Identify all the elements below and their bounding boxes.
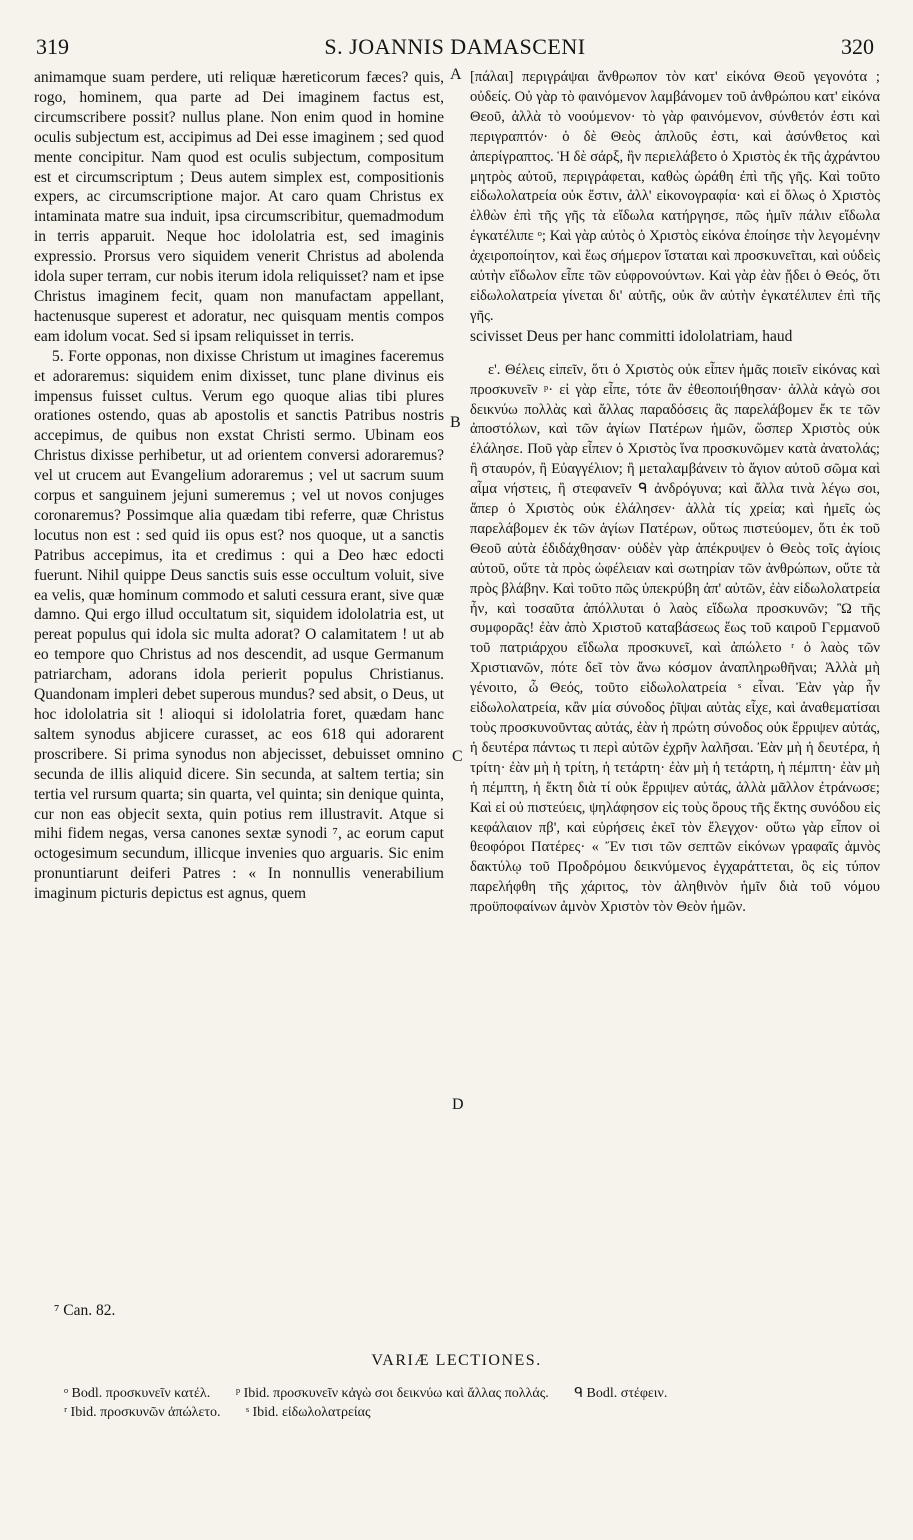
variae-line-2 [64, 1403, 884, 1422]
latin-continuation-line: scivisset Deus per hanc committi idololatriam, haud [470, 327, 793, 345]
margin-letter-b: B [450, 414, 461, 431]
page-number-left: 319 [36, 34, 69, 59]
variant-r: ʳ Ibid. προσκυνῶν ἀπώλετο. [64, 1405, 221, 1420]
margin-letter-a: A [450, 66, 462, 83]
variant-o: ᵒ Bodl. προσκυνεῖν κατέλ. [64, 1386, 211, 1401]
margin-letter-d: D [452, 1096, 464, 1113]
variant-q: ᑫ Bodl. στέφειν. [574, 1386, 668, 1401]
latin-paragraph-1: animamque suam perdere, uti reliquæ hæreticorum fæces? quis, rogo, hominem, qua parte ad Dei imaginem factus est, circumscribere possit? nullus plane. Non enim quod in homine oculis subjectum est, accipimus ad Dei esse imaginem ; sed quod mente concipitur. Nam quod est oculis subjectum, compositum est et circumscriptum ; Deus autem simplex est, compositionis expers, ac circumscriptione major. At caro quam Christus ex intaminata matre sua induit, ipsa circumscribitur, quemadmodum in terris apparuit. Neque hoc idololatria est, sed imaginis expressio. Prorsus vero siquidem venerit Christus ad abolenda idola super terram, cur nobis iterum idola reliquisset? nam et ipse Christus imaginem fecit, quam non manufactam appellant, hactenusque superest et adoratur, nec quisquam mentis compos eam idolum vocat. Sed si ipsam reliquisset in terris. [34, 69, 444, 345]
page-number-right: 320 [841, 34, 874, 59]
footnote: ⁷ Can. 82. [54, 1302, 116, 1319]
latin-paragraph-2: 5. Forte opponas, non dixisse Christum ut imagines faceremus et adoraremus: siquidem enim dixisset, tunc plane divinus eis impensus fuisset cultus. Verum ego quoque alias tibi plures orationes ostendo, quas ab apostolis et sanctis Patribus nostris accepimus, de quibus non exstat Christi sermo. Ubinam eos Christus dixisse perhibetur, ut ad orientem conversi adoraremus? vel ut crucem aut Evangelium adoraremus ; vel ut sacrum suum corpus et sanguinem jejuni sumeremus ; vel ut novos conjuges coronaremus? Possimque alia quædam tibi referre, quæ Christus locutus non est : sed quid iis opus est? nos quoque, ut a sanctis Patribus accepimus, ita et credimus : qui a Deo hæc edocti fuerunt. Nihil quippe Deus sanctis suis esse occultum voluit, sive ea velis, quæ hominum commodo et saluti cessura erant, sive quæ damno. Qui ergo illud occultatum sit, siquidem idololatria est, ut pereat populus qui idola sic multa adorat? O calamitatem ! ut ab eo tempore quo Christus ad nos descendit, ad usque Germanum patriarcham, adorans idola perierit populus Christianus. Quandonam impleri debet superous mundus? sed absit, o Deus, ut hoc idololatria sit ! alioqui si idololatria foret, quædam hanc saltem synodus abjicere curasset, ac eos 618 qui adorarent proscribere. Si prima synodus non abjecisset, debuisset omnino secunda de illis aliquid dicere. Sin secunda, at saltem tertia; sin tertia vel rursum quarta; sin quarta, vel quinta; sin denique quinta, cur non eas objecit sexta, quin potius rem illustravit. Atque si mihi fidem negas, versa canones sextæ synodi ⁷, ac eorum caput octogesimum secundum, illicque invenies quo arguaris. Sic enim pronuntiarunt deiferi Patres : « In nonnullis venerabilium imaginum picturis depictus est agnus, quem [34, 347, 444, 903]
greek-paragraph-2: ε'. Θέλεις εἰπεῖν, ὅτι ὁ Χριστὸς οὐκ εἶπεν ἡμᾶς ποιεῖν εἰκόνας καὶ προσκυνεῖν ᵖ· εἰ γὰρ εἶπε, τότε ἂν ἐθεοποιήθησαν· ἀλλὰ κἀγὼ σοι δεικνύω πολλὰς καὶ ἄλλας παραδόσεις ἃς παρελάβομεν ἔκ τε τῶν ἀποστόλων, καὶ τῶν ἁγίων Πατέρων ἡμῶν, ὥσπερ Χριστὸς οὐκ ἐλάλησε. Ποῦ γὰρ εἶπεν ὁ Χριστὸς ἵνα προσκυνῶμεν κατὰ ἀνατολάς; ἢ σταυρόν, ἢ Εὐαγγέλιον; ἢ μεταλαμβάνειν τὸ ἅγιον αὐτοῦ σῶμα καὶ αἷμα νήστεις, ἢ στεφανεῖν ᑫ ἀνδρόγυνα; καὶ ἄλλα τινὰ λέγω σοι, ἅπερ ὁ Χριστὸς οὐκ ἐλάλησεν· ἀλλὰ τίς χρεία; καὶ ἡμεῖς ὡς παρελάβομεν ἐκ τῶν ἁγίων Πατέρων, οὕτως πιστεύομεν, ὅτι ἐκ τοῦ Θεοῦ αὐτὰ ἐδιδάχθησαν· οὐδὲν γὰρ ἀπέκρυψεν ὁ Θεὸς τοῖς ἁγίοις αὐτοῦ, οὔτε τὰ πρὸς ὠφέλειαν καὶ σωτηρίαν τῶν ἀνθρώπων, οὔτε τὰ πρὸς βλάβην. Καὶ τοῦτο πῶς ὑπεκρύβη ἀπ' αὐτῶν, ἐὰν εἰδωλολατρεία ἦν, καὶ τοσαῦτα ἀπόλλυται ὁ λαὸς εἴδωλα προσκυνῶν; Ὢ τῆς συμφορᾶς! ἐὰν ἀπὸ Χριστοῦ καταβάσεως ἕως τοῦ καιροῦ Γερμανοῦ τοῦ πατριάρχου εἴδωλα προσκυνεῖ, καὶ ἀπώλετο ʳ ὁ λαὸς τῶν Χριστιανῶν, πότε δεῖ τὸν ἄνω κόσμον ἀναπληρωθῆναι; Ἀλλὰ μὴ γένοιτο, ὦ Θεός, τοῦτο εἰδωλολατρεία ˢ εἶναι. Ἐὰν γὰρ ἦν εἰδωλολατρεία, κἂν μία σύνοδος ῥῖψαι αὐτὰς εἶχε, καὶ ἀναθεματίσαι τοὺς προσκυνοῦντας αὐτάς, ἐὰν ἡ πρώτη σύνοδος οὐκ ἔρριψεν αὐτάς, ἡ δευτέρα πάντως τι περὶ αὐτῶν ἐχρῆν λαλῆσαι. Ἐὰν μὴ ἡ δευτέρα, ἡ τρίτη· ἐὰν μὴ ἡ τρίτη, ἡ τετάρτη· ἐὰν μὴ ἡ τετάρτη, ἡ πέμπτη· ἐὰν μὴ ἡ πέμπτη, ἡ ἕκτη διὰ τί οὐκ ἔρριψεν αὐτάς, ἀλλὰ μᾶλλον ἐτράνωσε; Καὶ εἰ οὐ πιστεύεις, ψηλάφησον εἰς τοὺς ὅρους τῆς ἕκτης συνόδου εἰς κεφάλαιον πβ', καὶ εὑρήσεις ἐκεῖ τὸν ἔλεγχον· οὕτω γὰρ εἶπον οἱ θεοφόροι Πατέρες· « Ἔν τισι τῶν σεπτῶν εἰκόνων γραφαῖς ἀμνὸς δακτύλῳ τοῦ Προδρόμου δεικνύμενος ἐγχαράττεται, ὃς εἰς τύπον παρελήφθη τῆς χάριτος, τὸν ἀληθινὸν ἡμῖν διὰ τοῦ νόμου προϋποφαίνων ἀμνὸν Χριστὸν τὸν Θεὸν ἡμῶν. [470, 361, 880, 916]
greek-column [470, 68, 880, 918]
page-header [36, 34, 874, 62]
greek-paragraph-1: [πάλαι] περιγράψαι ἄνθρωπον τὸν κατ' εἰκόνα Θεοῦ γεγονότα ; οὐδείς. Οὐ γὰρ τὸ φαινόμενον λαμβάνομεν τοῦ ἀνθρώπου κατ' εἰκόνα Θεοῦ, ἀλλὰ τὸ νοούμενον· τὸ γὰρ φαινόμενον, σύνθετόν ἐστι καὶ περιγραπτόν· ὁ δὲ Θεὸς ἁπλοῦς ἐστι, καὶ ἀσύνθετος καὶ ἀπερίγραπτος. Ἡ δὲ σάρξ, ἣν περιελάβετο ὁ Χριστὸς ἐκ τῆς ἀχράντου μητρὸς αὐτοῦ, περιγράφεται, καθὼς ὡράθη ἐπὶ τῆς γῆς. Καὶ τοῦτο εἰδωλολατρεία οὐκ ἔστιν, ἀλλ' εἰκονογραφία· καὶ εἰ ὅλως ὁ Χριστὸς ἐλθὼν ἐπὶ τῆς γῆς τὰ εἴδωλα κατήργησε, πῶς ἡμῖν πάλιν εἴδωλα ἐγκατέλιπε ᵒ; Καὶ γὰρ αὐτὸς ὁ Χριστὸς εἰκόνα ἐποίησε τὴν λεγομένην ἀχειροποίητον, καὶ ἕως σήμερον ἵσταται καὶ προσκυνεῖται, καὶ οὐδεὶς αὐτὴν εἴδωλον εἶπε τῶν εὐφρονούντων. Καὶ γὰρ ἐὰν ᾔδει ὁ Θεός, ὅτι εἰδωλολατρεία γίνεται δι' αὐτῆς, οὐκ ἂν αὐτὴν ἐγκατέλιπεν ἐπὶ τῆς γῆς. [470, 69, 880, 324]
variae-line-1 [64, 1384, 884, 1403]
variant-s: ˢ Ibid. εἰδωλολατρείας [245, 1405, 371, 1420]
variae-lectiones-title: VARIÆ LECTIONES. [371, 1352, 542, 1369]
variant-p: ᵖ Ibid. προσκυνεῖν κἀγὼ σοι δεικνύω καὶ ἄλλας πολλάς. [235, 1386, 549, 1401]
running-title: S. JOANNIS DAMASCENI [324, 34, 586, 59]
latin-column [34, 68, 444, 904]
margin-letter-c: C [452, 748, 463, 765]
variae-lectiones [64, 1384, 884, 1422]
